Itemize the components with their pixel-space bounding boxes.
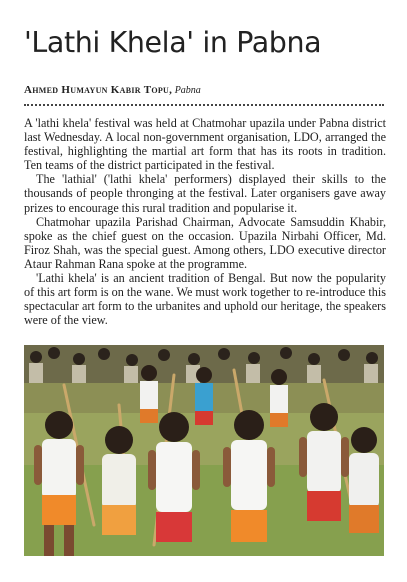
- byline-location: Pabna: [174, 85, 201, 96]
- article-paragraph-3: Chatmohar upazila Parishad Chairman, Advocate Samsuddin Khabir, spoke as the chief guest on the occasion. Upazila Nirbahi Officer, Md. Firoz Shah, was the special guest. Among others, LDO executive director Ataur Rahman Rana spoke at the programme.: [24, 214, 386, 271]
- article-headline: 'Lathi Khela' in Pabna: [24, 26, 322, 59]
- photo-illustration: [24, 345, 384, 556]
- article-paragraph-1: A 'lathi khela' festival was held at Chatmohar upazila under Pabna district last Wednesday. A local non-government organisation, LDO, arranged the festival, highlighting the martial art form that has its roots in tradition. Ten teams of the district participated in the festival.: [24, 116, 386, 173]
- lathi-khela-photo: [24, 345, 384, 556]
- article-paragraph-2: The 'lathial' ('lathi khela' performers) displayed their skills to the thousands of people thronging at the festival. Later organisers gave away prizes to encourage this rural tradition and popularise it.: [24, 172, 386, 215]
- byline-author: Ahmed Humayun Kabir Topu,: [24, 84, 173, 96]
- byline: [24, 84, 201, 97]
- article-paragraph-4: 'Lathi khela' is an ancient tradition of Bengal. But now the popularity of this art form is on the wane. We must work together to re-introduce this spectacular art form to the urbanites and uphold our heritage, the speakers were of the view.: [24, 271, 386, 328]
- article-body: [24, 116, 386, 327]
- dotted-divider: [24, 104, 384, 106]
